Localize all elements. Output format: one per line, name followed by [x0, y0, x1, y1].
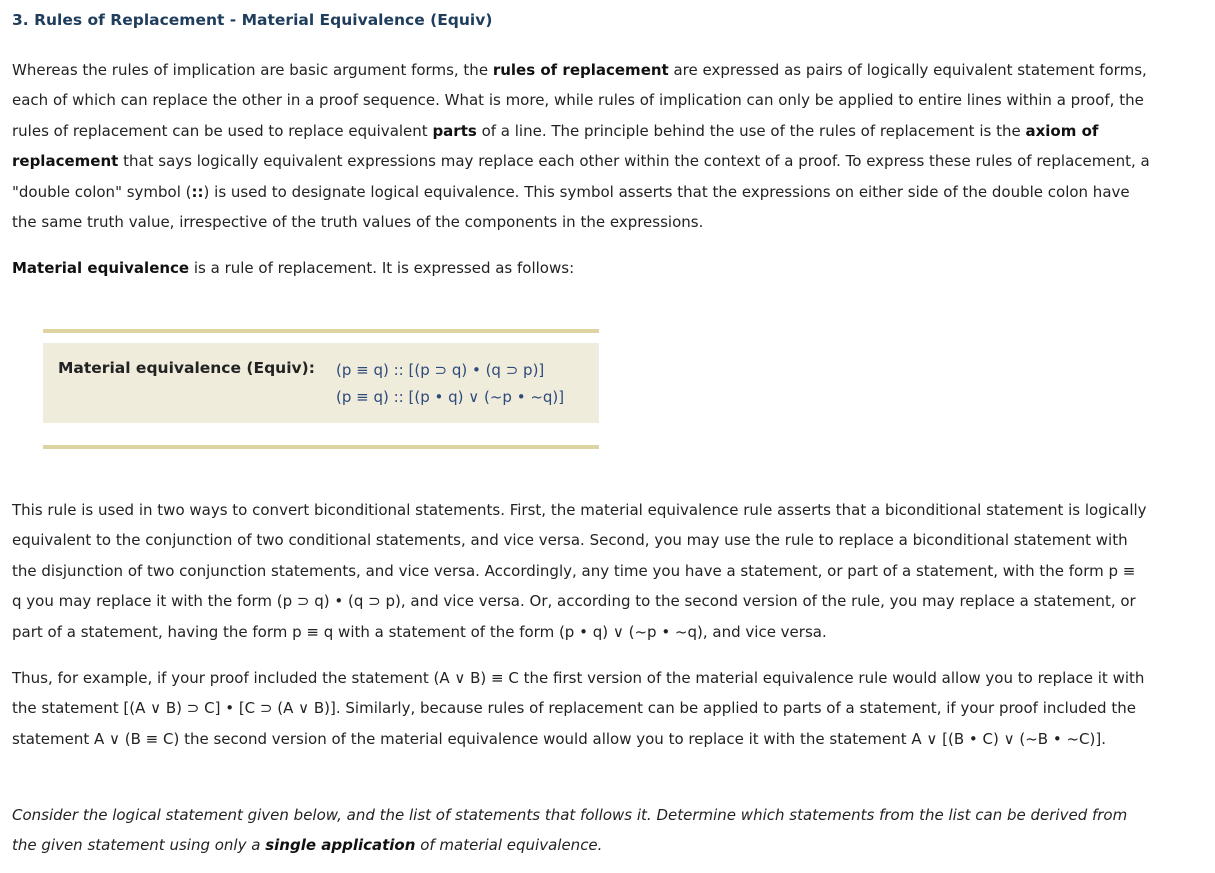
parts-term: parts	[432, 121, 477, 140]
material-equivalence-term: Material equivalence	[12, 259, 190, 277]
intro-line-3: rules of replacement can be used to replace equivalent parts of a line. The principle behind the use of the rules of replacement is the axiom of	[12, 121, 1099, 140]
intro-line-6: the same truth value, irrespective of the truth values of the components in the expressions.	[12, 213, 704, 232]
rule-box-top-bar	[43, 329, 599, 333]
rules-of-replacement-term: rules of replacement	[492, 61, 669, 79]
rule-box-bottom-bar	[43, 445, 599, 449]
rule-box-body	[43, 343, 599, 423]
example-paragraph: Thus, for example, if your proof included the statement (A ∨ B) ≡ C the first version of the material equivalence rule would allow you to replace it with the statement [(A ∨ B) ⊃ C] • [C ⊃ (A ∨ B)]. Similarly, because rules of replacement can be applied to parts of a statement, if your proof included the statement A ∨ (B ≡ C) the second version of the material equivalence would allow you to replace it with the statement A ∨ [(B • C) ∨ (~B • ~C)].	[12, 669, 1145, 748]
rule-box	[43, 329, 599, 450]
intro-line-5: "double colon" symbol (::) is used to designate logical equivalence. This symbol asserts that the expressions on either side of the double colon have	[12, 182, 1130, 201]
rule-label: Material equivalence (Equiv):	[58, 359, 315, 377]
intro-paragraph	[12, 55, 1182, 237]
instructions-paragraph: Consider the logical statement given below, and the list of statements that follows it. Determine which statements from the list can be derived from the given statement using only a single application of material equivalence.	[12, 806, 1128, 855]
material-equivalence-paragraph: Material equivalence is a rule of replacement. It is expressed as follows:	[12, 259, 575, 277]
single-application-term: single application	[265, 836, 416, 855]
axiom-term-start: axiom of	[1025, 121, 1099, 140]
intro-line-1: Whereas the rules of implication are basic argument forms, the rules of replacement are expressed as pairs of logically equivalent statement forms,	[12, 61, 1147, 79]
axiom-term-end: replacement	[12, 152, 119, 171]
rule-forms	[336, 357, 564, 411]
rule-form-2: (p ≡ q) :: [(p • q) ∨ (~p • ~q)]	[336, 388, 565, 406]
double-colon-symbol: ::	[191, 182, 204, 201]
intro-line-2: each of which can replace the other in a proof sequence. What is more, while rules of implication can only be applied to entire lines within a proof, the	[12, 91, 1144, 110]
intro-line-4: replacement that says logically equivalent expressions may replace each other within the context of a proof. To express these rules of replacement, a	[12, 152, 1150, 171]
section-heading: 3. Rules of Replacement - Material Equivalence (Equiv)	[12, 11, 493, 29]
rule-form-1: (p ≡ q) :: [(p ⊃ q) • (q ⊃ p)]	[336, 361, 545, 379]
two-ways-paragraph: This rule is used in two ways to convert biconditional statements. First, the material equivalence rule asserts that a biconditional statement is logically equivalent to the conjunction of two conditional statements, and vice versa. Second, you may use the rule to replace a biconditional statement with the disjunction of two conjunction statements, and vice versa. Accordingly, any time you have a statement, or part of a statement, with the form p ≡ q you may replace it with the form (p ⊃ q) • (q ⊃ p), and vice versa. Or, according to the second version of the rule, you may replace a statement, or part of a statement, having the form p ≡ q with a statement of the form (p • q) ∨ (~p • ~q), and vice versa.	[12, 501, 1147, 641]
